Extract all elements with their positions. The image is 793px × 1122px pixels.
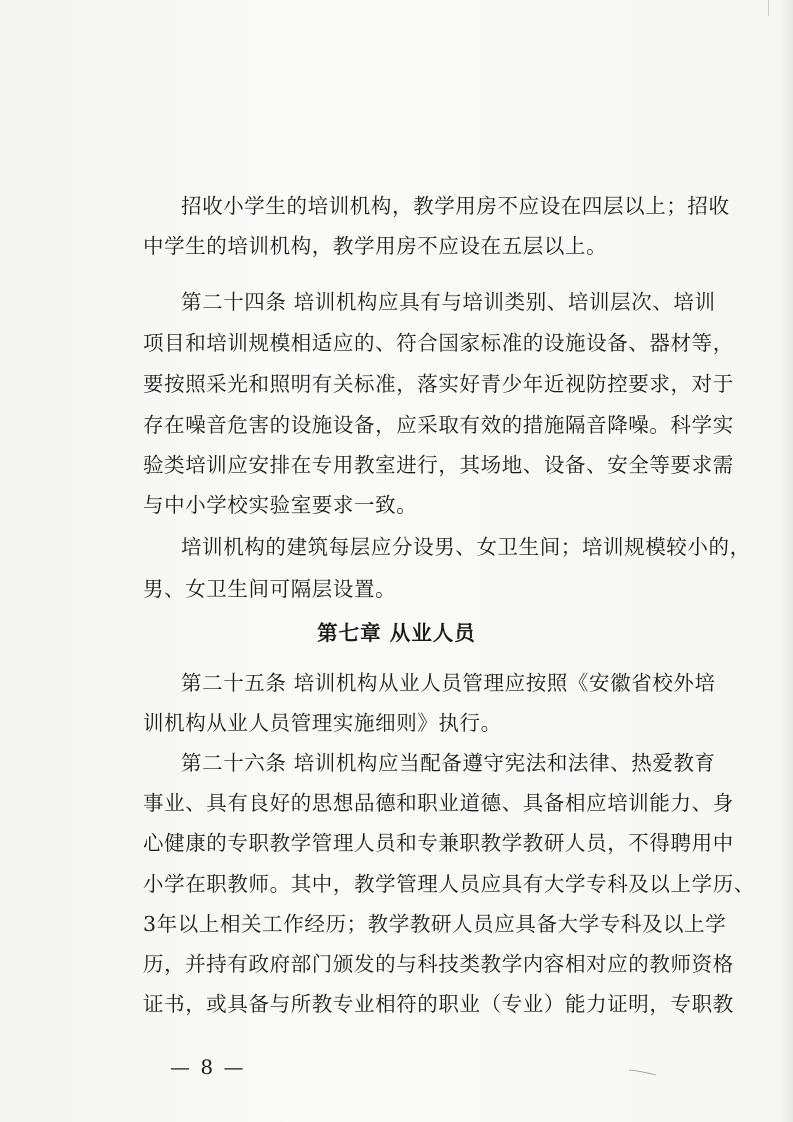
scan-scuff-mark [628,1068,658,1076]
text-line: 存在噪音危害的设施设备，应采取有效的措施隔音降噪。科学实 [143,413,734,437]
text-line: 男、女卫生间可隔层设置。 [143,577,397,601]
article-24-heading-line: 第二十四条 培训机构应具有与培训类别、培训层次、培训 [181,290,716,314]
text-line: 项目和培训规模相适应的、符合国家标准的设施设备、器材等， [143,331,734,355]
text-line: 证书，或具备与所教专业相符的职业（专业）能力证明，专职教 [143,992,734,1016]
text-line: 招收小学生的培训机构，教学用房不应设在四层以上；招收 [181,194,730,218]
text-line: 心健康的专职教学管理人员和专兼职教学教研人员，不得聘用中 [143,831,734,855]
text-line: 要按照采光和照明有关标准，落实好青少年近视防控要求，对于 [143,372,734,396]
text-line: 培训机构的建筑每层应分设男、女卫生间；培训规模较小的， [181,535,751,559]
text-line: 事业、具有良好的思想品德和职业道德、具备相应培训能力、身 [143,791,734,815]
text-line: 验类培训应安排在专用教室进行，其场地、设备、安全等要求需 [143,453,734,477]
text-line: 训机构从业人员管理实施细则》执行。 [143,711,502,735]
text-line: 小学在职教师。其中，教学管理人员应具有大学专科及以上学历、 [143,872,755,896]
text-line: 历，并持有政府部门颁发的与科技类教学内容相对应的教师资格 [143,952,734,976]
page-number: — 8 — [170,1055,246,1079]
corner-mark [768,0,781,16]
page-edge-shadow [779,0,793,1122]
chapter-title: 第七章 从业人员 [317,621,476,645]
text-line: 与中小学校实验室要求一致。 [143,493,418,517]
article-26-heading-line: 第二十六条 培训机构应当配备遵守宪法和法律、热爱教育 [181,751,716,775]
article-25-heading-line: 第二十五条 培训机构从业人员管理应按照《安徽省校外培 [181,671,716,695]
text-line: 中学生的培训机构，教学用房不应设在五层以上。 [143,234,608,258]
text-line: 3年以上相关工作经历；教学教研人员应具备大学专科及以上学 [143,912,727,936]
